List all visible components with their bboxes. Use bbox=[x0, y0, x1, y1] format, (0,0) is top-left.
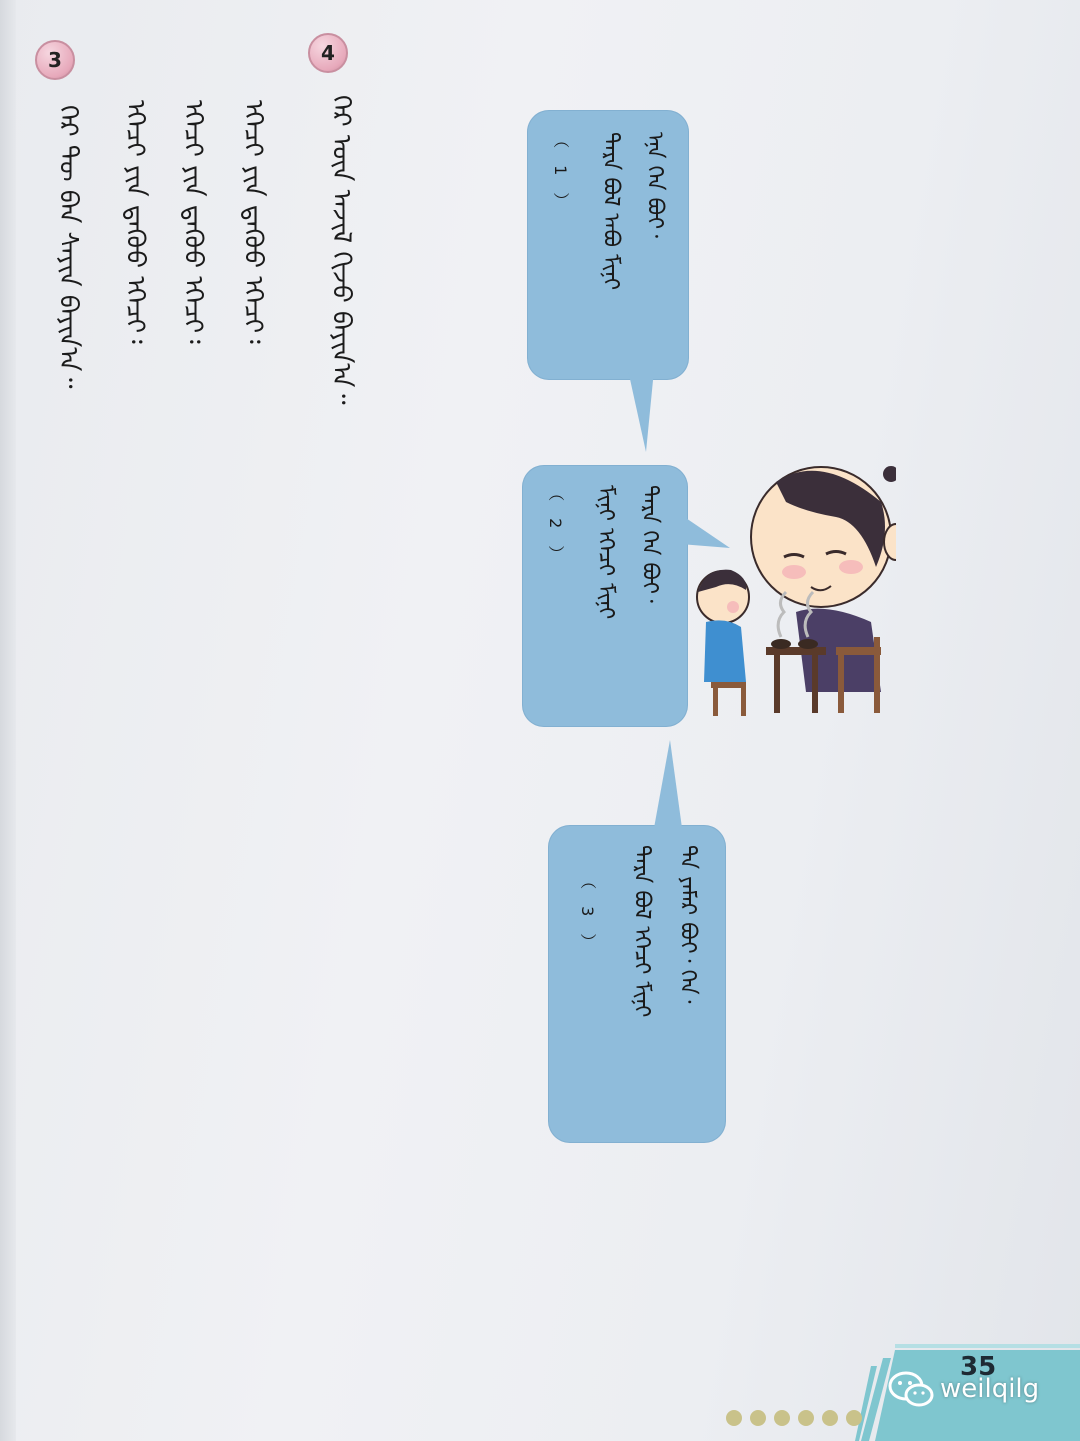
dot bbox=[798, 1410, 814, 1426]
exercise-4-badge bbox=[308, 33, 348, 73]
bubble-2-number: （ 2 ） bbox=[546, 485, 565, 568]
dot bbox=[726, 1410, 742, 1426]
bubble-2-line-1: ᠲᠡᠷᠡ ᠬᠡᠨ ᠪᠤᠢ᠂ bbox=[637, 485, 662, 603]
bubble-1-number: （ 1 ） bbox=[551, 132, 570, 215]
binding-shadow bbox=[0, 0, 16, 1441]
bubble-2-line-2: ᠮᠢᠨᠢ ᠡᠭᠡᠴᠢ ᠮᠢᠨᠢ bbox=[593, 485, 618, 620]
exercise-3-number: 3 bbox=[48, 48, 62, 72]
exercise-3-badge bbox=[35, 40, 75, 80]
exercise-4-line-3: ᠡᠭᠡᠴᠢ ᠶᠢᠨ ᠳ᠋ᠡᠭᠦᠦ ᠡᠭᠡᠴᠢ᠄ bbox=[178, 100, 208, 344]
bubble-1-tail bbox=[620, 370, 660, 455]
speech-bubble-2 bbox=[522, 465, 688, 727]
bubble-3-number: （ 3 ） bbox=[578, 873, 597, 956]
speech-bubble-1 bbox=[527, 110, 689, 380]
dot bbox=[846, 1410, 862, 1426]
watermark-text: weilqilg bbox=[940, 1374, 1040, 1404]
wechat-icon bbox=[888, 1370, 936, 1410]
bubble-3-tail bbox=[648, 740, 688, 830]
bubble-3-line-1: ᠲᠠ ᠶᠠᠮᠠᠷ ᠪᠤᠢ᠂ ᠬᠡᠨ᠂ bbox=[675, 845, 700, 1004]
exercise-4-line-1: ᠭᠡᠷ ᠦᠨ ᠠᠵᠢᠯ ᠬᠢᠵᠦ ᠪᠠᠶᠢᠨ᠎ᠠ᠃ bbox=[326, 95, 356, 405]
bubble-3-line-2: ᠲᠡᠷᠡ ᠪᠤᠯ ᠡᠭᠡᠴᠢ ᠮᠢᠨᠢ bbox=[629, 845, 654, 1018]
decorative-dots bbox=[726, 1410, 862, 1426]
speech-bubble-3 bbox=[548, 825, 726, 1143]
page-number: 35 bbox=[960, 1352, 997, 1382]
dot bbox=[750, 1410, 766, 1426]
exercise-4-line-4: ᠡᠭᠡᠴᠢ ᠶᠢᠨ ᠳ᠋ᠡᠭᠦᠦ ᠡᠭᠡᠴᠢ᠄ bbox=[120, 100, 150, 344]
bubble-1-line-2: ᠲᠡᠷᠡ ᠪᠤᠯ ᠠᠪᠤ ᠮᠢᠨᠢ bbox=[598, 132, 623, 291]
dot bbox=[774, 1410, 790, 1426]
bubble-1-line-1: ᠡᠨᠡ ᠬᠡᠨ ᠪᠤᠢ᠂ bbox=[642, 132, 667, 238]
grandfather-child-illustration bbox=[686, 462, 896, 724]
exercise-3-line-1: ᠭᠡᠷ ᠲᠦ ᠪᠠᠨ ᠰᠠᠶᠢᠨ ᠪᠠᠶᠢᠨ᠎ᠠ᠃ bbox=[53, 105, 83, 389]
exercise-4-line-2: ᠡᠭᠡᠴᠢ ᠶᠢᠨ ᠳ᠋ᠡᠭᠦᠦ ᠡᠭᠡᠴᠢ᠄ bbox=[238, 100, 268, 344]
exercise-4-number: 4 bbox=[321, 41, 335, 65]
dot bbox=[822, 1410, 838, 1426]
